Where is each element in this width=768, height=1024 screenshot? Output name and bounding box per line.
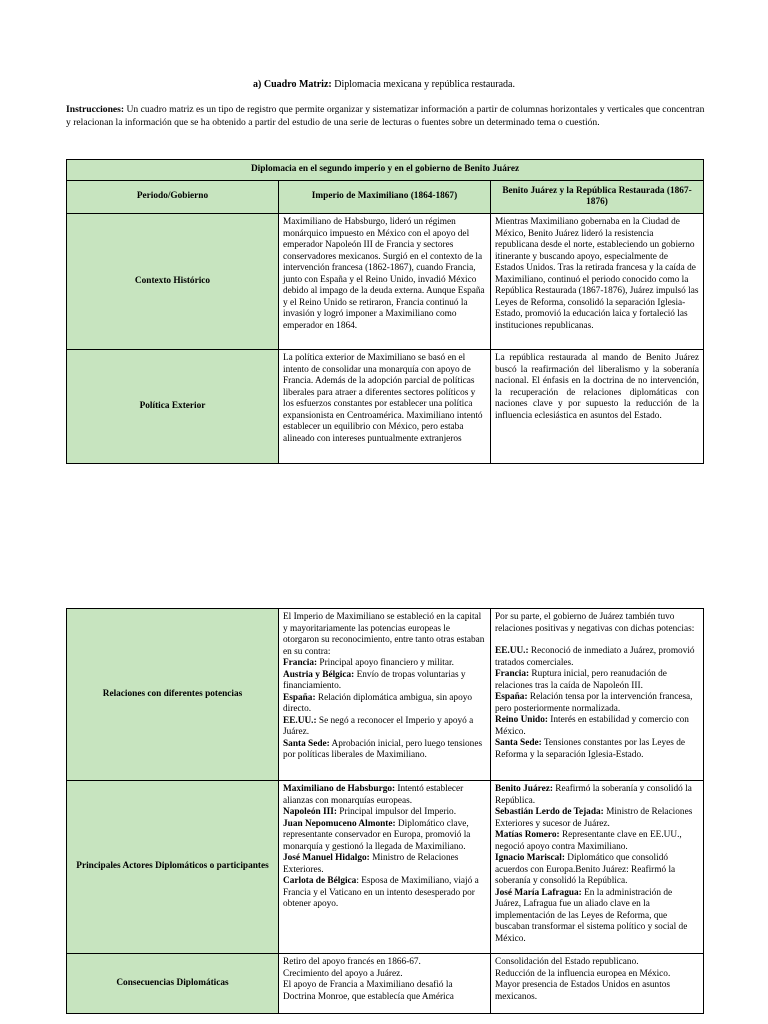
list-item: Sebastián Lerdo de Tejada: Ministro de Relaciones Exteriores y sucesor de Juárez. xyxy=(495,807,693,829)
cell-politica-juarez: La república restaurada al mando de Benito Juárez buscó la reafirmación del liberalismo y la soberanía nacional. El énfasis en la doctrina de no intervención, la recuperación de relaciones diplomáticas con naciones clave y por supuesto la reducción de la influencia eclesiástica en asuntos del Estado. xyxy=(491,350,704,464)
instructions xyxy=(66,104,706,129)
row-label-relaciones: Relaciones con diferentes potencias xyxy=(67,609,279,781)
list-item: Carlota de Bélgica: Esposa de Maximiliano, viajó a Francia y el Vaticano en un intento desesperado por obtener apoyo. xyxy=(283,876,479,909)
list-item: EE.UU.: Reconoció de inmediato a Juárez, promovió tratados comerciales. xyxy=(495,646,695,668)
table-caption: Diplomacia en el segundo imperio y en el gobierno de Benito Juárez xyxy=(67,160,704,181)
cell-politica-max: La política exterior de Maximiliano se basó en el intento de consolidar una monarquía con apoyo de Francia. Además de la adopción parcial de políticas liberales para atraer a diferentes sectores políticos y los esfuerzos constantes por establecer una política expansionista en Centroamérica. Maximiliano intentó establecer un equilibrio con México, pero estaba alineado con intereses puntualmente extranjeros xyxy=(279,350,491,464)
instructions-text: Un cuadro matriz es un tipo de registro que permite organizar y sistematizar información a partir de columnas horizontales y verticales que concentran y relacionan la información que se ha obtenido a partir del estudio de una serie de lecturas o fuentes sobre un determinado tema o cuestión. xyxy=(66,104,705,128)
cell-relaciones-max xyxy=(279,609,491,781)
title-prefix: a) Cuadro Matriz: xyxy=(253,79,332,90)
matrix-table-continued xyxy=(66,608,704,1014)
list-item: Retiro del apoyo francés en 1866-67. xyxy=(283,957,421,967)
list-item: El apoyo de Francia a Maximiliano desafió la Doctrina Monroe, que establecía que América xyxy=(283,980,454,1002)
row-label-consecuencias: Consecuencias Diplomáticas xyxy=(67,954,279,1014)
cell-relaciones-juarez xyxy=(491,609,704,781)
list-item: Francia: Principal apoyo financiero y militar. xyxy=(283,658,454,668)
title-text: Diplomacia mexicana y república restaurada. xyxy=(331,79,515,90)
list-item: Napoleón III: Principal impulsor del Imperio. xyxy=(283,807,457,817)
list-item: José Manuel Hidalgo: Ministro de Relaciones Exteriores. xyxy=(283,853,459,875)
list-item: Francia: Ruptura inicial, pero reanudación de relaciones tras la caída de Napoleón III. xyxy=(495,669,667,691)
list-item: Reducción de la influencia europea en México. xyxy=(495,968,671,979)
header-periodo: Periodo/Gobierno xyxy=(67,181,279,214)
page-title xyxy=(0,79,768,90)
list-item: Maximiliano de Habsburgo: Intentó establecer alianzas con monarquías europeas. xyxy=(283,784,464,806)
cell-contexto-juarez: Mientras Maximiliano gobernaba en la Ciudad de México, Benito Juárez lideró la resistencia republicana desde el norte, estableciendo un gobierno itinerante y buscando apoyo, especialmente de Estados Unidos. Tras la retirada francesa y la caída de Maximiliano, continuó el periodo conocido como la República Restaurada (1867-1876), Juárez impulsó las Leyes de Reforma, consolidó la separación Iglesia-Estado, promovió la educación laica y fortaleció las instituciones republicanas. xyxy=(491,214,704,350)
row-label-actores: Principales Actores Diplomáticos o participantes xyxy=(67,781,279,954)
list-item: Consolidación del Estado republicano. xyxy=(495,957,639,967)
list-item: España: Relación tensa por la intervención francesa, pero posteriormente normalizada. xyxy=(495,692,693,714)
cell-consecuencias-juarez xyxy=(491,954,704,1014)
cell-actores-max xyxy=(279,781,491,954)
list-item: Crecimiento del apoyo a Juárez. xyxy=(283,968,403,979)
cell-contexto-max: Maximiliano de Habsburgo, lideró un régimen monárquico impuesto en México con el apoyo del emperador Napoleón III de Francia y sectores conservadores mexicanos. Surgió en el contexto de la intervención francesa (1862-1867), cuando Francia, junto con España y el Reino Unido, invadió México debido al impago de la deuda externa. Aunque España y el Reino Unido se retiraron, Francia continuó la invasión y logró imponer a Maximiliano como emperador en 1864. xyxy=(279,214,491,350)
header-juarez: Benito Juárez y la República Restaurada (1867-1876) xyxy=(491,181,704,214)
row-label-contexto: Contexto Histórico xyxy=(67,214,279,350)
list-item: Benito Juárez: Reafirmó la soberanía y consolidó la República. xyxy=(495,784,692,806)
list-item: Austria y Bélgica: Envío de tropas voluntarias y financiamiento. xyxy=(283,669,466,691)
instructions-prefix: Instrucciones: xyxy=(66,104,125,115)
list-item: Santa Sede: Tensiones constantes por las Leyes de Reforma y la separación Iglesia-Estado. xyxy=(495,738,685,760)
cell-consecuencias-max xyxy=(279,954,491,1014)
list-item: Reino Unido: Interés en estabilidad y comercio con México. xyxy=(495,715,689,737)
list-item: Ignacio Mariscal: Diplomático que consolidó acuerdos con Europa.Benito Juárez: Reafirmó la soberanía y consolidó la República. xyxy=(495,853,676,886)
spacer xyxy=(495,635,699,646)
row-label-politica: Política Exterior xyxy=(67,350,279,464)
header-maximiliano: Imperio de Maximiliano (1864-1867) xyxy=(279,181,491,214)
relaciones-juarez-intro: Por su parte, el gobierno de Juárez también tuvo relaciones positivas y negativas con dichas potencias: xyxy=(495,612,695,634)
list-item: Mayor presencia de Estados Unidos en asuntos mexicanos. xyxy=(495,980,671,1002)
matrix-table xyxy=(66,159,704,464)
list-item: Matías Romero: Representante clave en EE.UU., negoció apoyo contra Maximiliano. xyxy=(495,830,682,852)
list-item: Juan Nepomuceno Almonte: Diplomático clave, representante conservador en Europa, promovió la monarquía y gestionó la llegada de Maximiliano. xyxy=(283,818,471,852)
cell-actores-juarez xyxy=(491,781,704,954)
list-item: EE.UU.: Se negó a reconocer el Imperio y apoyó a Juárez. xyxy=(283,715,474,737)
list-item: José María Lafragua: En la administración de Juárez, Lafragua fue un aliado clave en la implementación de las Leyes de Reforma, que buscaban transformar el sistema político y social de México. xyxy=(495,887,688,944)
list-item: Santa Sede: Aprobación inicial, pero luego tensiones por políticas liberales de Maximiliano. xyxy=(283,738,483,760)
list-item: España: Relación diplomática ambigua, sin apoyo directo. xyxy=(283,692,473,714)
relaciones-max-intro: El Imperio de Maximiliano se estableció en la capital y mayoritariamente las potencias europeas le otorgaron su reconocimiento, entre tanto otras estaban en su contra: xyxy=(283,612,485,657)
